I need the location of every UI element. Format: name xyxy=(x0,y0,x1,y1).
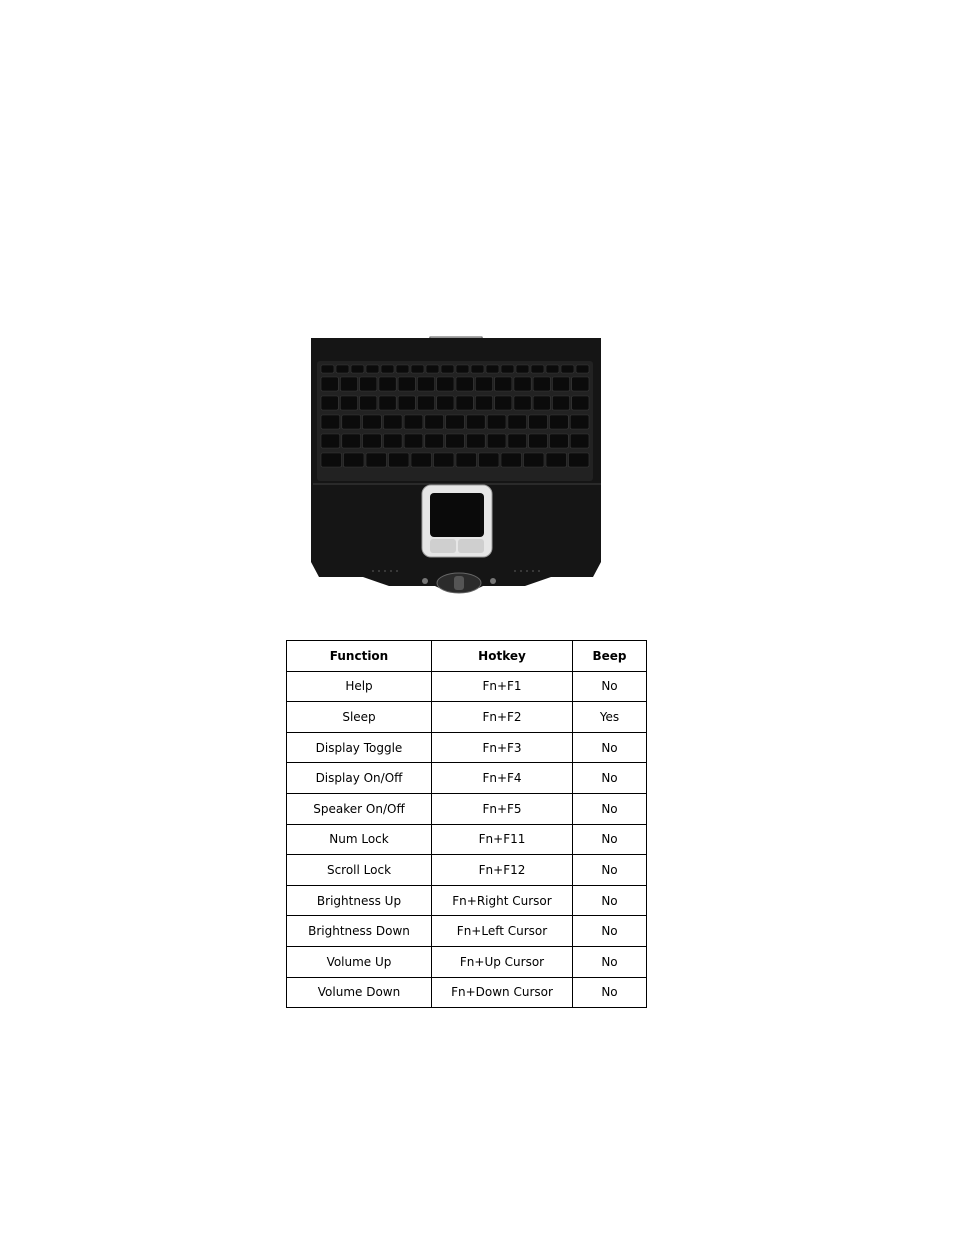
cell-function: Sleep xyxy=(287,702,432,733)
key-cap xyxy=(572,377,589,391)
key-cap xyxy=(487,434,506,448)
key-cap xyxy=(508,415,527,429)
key-cap xyxy=(487,415,506,429)
cell-function: Volume Up xyxy=(287,946,432,977)
key-cap xyxy=(570,434,589,448)
key-cap xyxy=(529,434,548,448)
cell-beep: No xyxy=(573,793,647,824)
key-cap xyxy=(426,365,439,373)
cell-hotkey: Fn+F4 xyxy=(432,763,573,794)
key-cap xyxy=(342,434,361,448)
key-cap xyxy=(417,377,434,391)
key-cap xyxy=(363,415,382,429)
key-cap xyxy=(495,377,512,391)
key-cap xyxy=(342,415,361,429)
cell-function: Brightness Up xyxy=(287,885,432,916)
table-row xyxy=(287,916,647,947)
key-cap xyxy=(321,396,338,410)
table-row xyxy=(287,824,647,855)
header-hotkey: Hotkey xyxy=(432,641,573,672)
table-row xyxy=(287,977,647,1008)
key-cap xyxy=(417,396,434,410)
cell-hotkey: Fn+Up Cursor xyxy=(432,946,573,977)
cell-function: Num Lock xyxy=(287,824,432,855)
key-cap xyxy=(466,434,485,448)
key-cap xyxy=(340,377,357,391)
table-row xyxy=(287,855,647,886)
cell-function: Display On/Off xyxy=(287,763,432,794)
header-function: Function xyxy=(287,641,432,672)
key-cap xyxy=(383,415,402,429)
key-cap xyxy=(550,434,569,448)
cell-function: Speaker On/Off xyxy=(287,793,432,824)
key-cap xyxy=(570,415,589,429)
key-cap xyxy=(383,434,402,448)
key-cap xyxy=(389,453,410,467)
key-cap xyxy=(572,396,589,410)
key-cap xyxy=(344,453,365,467)
key-cap xyxy=(425,415,444,429)
key-cap xyxy=(404,434,423,448)
key-cap xyxy=(411,453,432,467)
key-cap xyxy=(366,365,379,373)
key-cap xyxy=(514,396,531,410)
key-cap xyxy=(360,377,377,391)
key-cap xyxy=(495,396,512,410)
key-cap xyxy=(360,396,377,410)
table-row xyxy=(287,885,647,916)
table-row xyxy=(287,946,647,977)
key-cap xyxy=(321,453,342,467)
table-row xyxy=(287,702,647,733)
keyboard-touchpad-illustration xyxy=(303,333,609,603)
key-cap xyxy=(336,365,349,373)
key-cap xyxy=(501,453,522,467)
table-header-row xyxy=(287,641,647,672)
key-cap xyxy=(456,453,477,467)
key-cap xyxy=(456,365,469,373)
table-row xyxy=(287,793,647,824)
key-cap xyxy=(441,365,454,373)
key-cap xyxy=(514,377,531,391)
table-row xyxy=(287,671,647,702)
key-cap xyxy=(321,434,340,448)
key-cap xyxy=(398,377,415,391)
key-cap xyxy=(479,453,500,467)
key-cap xyxy=(437,396,454,410)
key-cap xyxy=(398,396,415,410)
key-cap xyxy=(340,396,357,410)
key-cap xyxy=(561,365,574,373)
cell-beep: No xyxy=(573,732,647,763)
key-cap xyxy=(425,434,444,448)
key-cap xyxy=(379,396,396,410)
cell-beep: No xyxy=(573,977,647,1008)
key-cap xyxy=(466,415,485,429)
key-cap xyxy=(434,453,455,467)
key-cap xyxy=(524,453,545,467)
key-cap xyxy=(396,365,409,373)
key-cap xyxy=(446,434,465,448)
key-cap xyxy=(552,377,569,391)
key-cap xyxy=(411,365,424,373)
key-cap xyxy=(576,365,589,373)
cell-hotkey: Fn+Down Cursor xyxy=(432,977,573,1008)
key-cap xyxy=(471,365,484,373)
key-cap xyxy=(379,377,396,391)
cell-hotkey: Fn+F11 xyxy=(432,824,573,855)
key-cap xyxy=(321,415,340,429)
cell-beep: No xyxy=(573,946,647,977)
key-cap xyxy=(529,415,548,429)
key-cap xyxy=(446,415,465,429)
key-cap xyxy=(475,377,492,391)
key-cap xyxy=(437,377,454,391)
key-cap xyxy=(456,396,473,410)
key-cap xyxy=(531,365,544,373)
key-cap xyxy=(456,377,473,391)
table-row xyxy=(287,732,647,763)
key-cap xyxy=(550,415,569,429)
key-cap xyxy=(321,365,334,373)
cell-function: Display Toggle xyxy=(287,732,432,763)
key-cap xyxy=(501,365,514,373)
table-row xyxy=(287,763,647,794)
keyboard-figure xyxy=(303,333,609,603)
cell-beep: No xyxy=(573,885,647,916)
cell-beep: No xyxy=(573,763,647,794)
key-cap xyxy=(508,434,527,448)
key-cap xyxy=(486,365,499,373)
header-beep: Beep xyxy=(573,641,647,672)
key-cap xyxy=(404,415,423,429)
cell-beep: No xyxy=(573,916,647,947)
cell-function: Brightness Down xyxy=(287,916,432,947)
cell-hotkey: Fn+F5 xyxy=(432,793,573,824)
key-cap xyxy=(363,434,382,448)
cell-hotkey: Fn+Right Cursor xyxy=(432,885,573,916)
cell-hotkey: Fn+F12 xyxy=(432,855,573,886)
cell-hotkey: Fn+Left Cursor xyxy=(432,916,573,947)
hotkey-table xyxy=(286,640,647,1008)
key-cap xyxy=(321,377,338,391)
key-cap xyxy=(546,365,559,373)
key-cap xyxy=(569,453,590,467)
cell-hotkey: Fn+F3 xyxy=(432,732,573,763)
cell-function: Scroll Lock xyxy=(287,855,432,886)
key-cap xyxy=(366,453,387,467)
cell-beep: Yes xyxy=(573,702,647,733)
key-cap xyxy=(381,365,394,373)
key-cap xyxy=(552,396,569,410)
key-cap xyxy=(516,365,529,373)
key-cap xyxy=(546,453,567,467)
key-cap xyxy=(533,396,550,410)
cell-beep: No xyxy=(573,855,647,886)
cell-hotkey: Fn+F1 xyxy=(432,671,573,702)
key-cap xyxy=(475,396,492,410)
cell-beep: No xyxy=(573,824,647,855)
key-cap xyxy=(533,377,550,391)
cell-beep: No xyxy=(573,671,647,702)
cell-function: Volume Down xyxy=(287,977,432,1008)
key-cap xyxy=(351,365,364,373)
cell-function: Help xyxy=(287,671,432,702)
cell-hotkey: Fn+F2 xyxy=(432,702,573,733)
